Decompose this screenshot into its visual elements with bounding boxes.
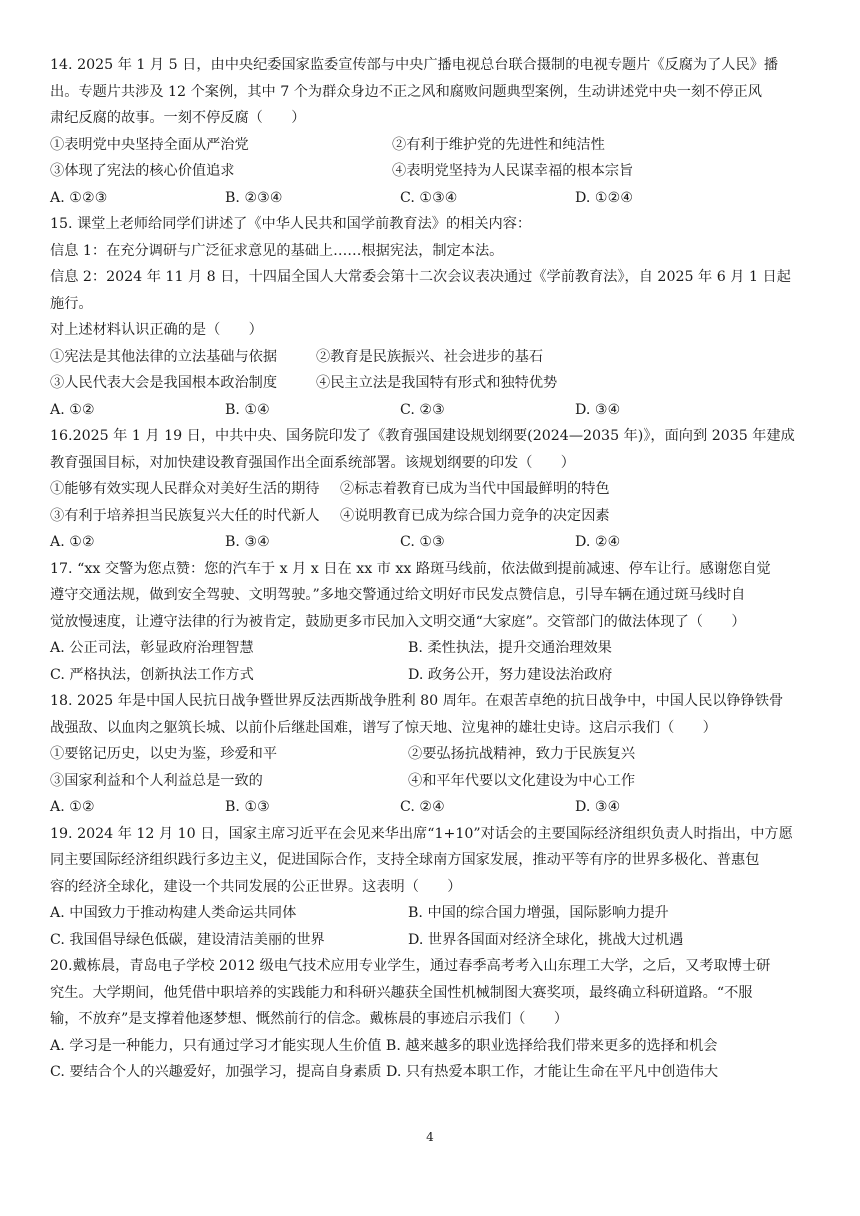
statement-item: ④说明教育已成为综合国力竞争的决定因素 xyxy=(340,507,610,524)
question-text: 出。专题片共涉及 12 个案例，其中 7 个为群众身边不正之风和腐败问题典型案例，生动讲述党中央一刻不停正风 xyxy=(50,83,762,100)
choice-c: C. ①③ xyxy=(400,534,445,550)
choice-d: D. ③④ xyxy=(575,799,621,815)
question-18 xyxy=(50,688,812,821)
choice-b: B. 中国的综合国力增强，国际影响力提升 xyxy=(408,905,669,921)
choice-d: D. ③④ xyxy=(575,401,621,418)
question-text: 究生。大学期间，他凭借中职培养的实践能力和科研兴趣获全国性机械制图大赛奖项，最终确立科研道路。“不服 xyxy=(50,984,753,1001)
question-19 xyxy=(50,821,812,954)
choice-d: D. ②④ xyxy=(575,534,621,550)
statement-item: ②有利于维护党的先进性和纯洁性 xyxy=(392,136,605,153)
choice-a: A. 公正司法，彰显政府治理智慧 xyxy=(50,640,254,656)
choice-b: B. ①③ xyxy=(225,799,270,815)
choice-row xyxy=(50,185,812,212)
exam-page xyxy=(50,52,812,1086)
choice-a: A. ①② xyxy=(50,401,95,418)
question-text: 14. 2025 年 1 月 5 日，由中央纪委国家监委宣传部与中央广播电视总台联合摄制的电视专题片《反腐为了人民》播 xyxy=(50,57,779,73)
statement-item: ③体现了宪法的核心价值追求 xyxy=(50,163,235,179)
choice-c: C. ②④ xyxy=(400,799,445,815)
statement-row xyxy=(50,158,812,185)
question-text: 战强敌、以血肉之躯筑长城、以前仆后继赴国难，谱写了惊天地、泣鬼神的雄壮史诗。这启示我们（ ） xyxy=(50,719,717,736)
question-text: 20.戴栋晨，青岛电子学校 2012 级电气技术应用专业学生，通过春季高考考入山东理工大学，之后，又考取博士研 xyxy=(50,958,771,974)
question-text: 对上述材料认识正确的是（ ） xyxy=(50,322,263,338)
question-17 xyxy=(50,556,812,689)
question-text: 容的经济全球化，建设一个共同发展的公正世界。这表明（ ） xyxy=(50,878,462,895)
choice-b: B. ③④ xyxy=(225,534,270,550)
choice-a: A. ①② xyxy=(50,799,95,815)
choice-row xyxy=(50,529,812,556)
statement-item: ④表明党坚持为人民谋幸福的根本宗旨 xyxy=(392,163,634,179)
choice-c: C. 我国倡导绿色低碳，建设清洁美丽的世界 xyxy=(50,931,325,948)
statement-item: ①表明党中央坚持全面从严治党 xyxy=(50,136,249,153)
statement-row xyxy=(50,476,812,503)
choice-row xyxy=(50,397,812,424)
question-text: 18. 2025 年是中国人民抗日战争暨世界反法西斯战争胜利 80 周年。在艰苦卓绝的抗日战争中，中国人民以铮铮铁骨 xyxy=(50,693,784,709)
choice-a: A. ①②③ xyxy=(50,189,108,206)
statement-item: ②教育是民族振兴、社会进步的基石 xyxy=(316,348,544,365)
statement-row xyxy=(50,344,812,371)
choice-line: C. 要结合个人的兴趣爱好，加强学习，提高自身素质 D. 只有热爱本职工作，才能让生命在平凡中创造伟大 xyxy=(50,1064,719,1080)
page-number: 4 xyxy=(426,1130,434,1144)
choice-a: A. 中国致力于推动构建人类命运共同体 xyxy=(50,905,297,921)
statement-item: ①宪法是其他法律的立法基础与依据 xyxy=(50,348,278,365)
statement-item: ④和平年代要以文化建设为中心工作 xyxy=(408,772,636,789)
choice-row xyxy=(50,794,812,821)
question-text: 信息 2：2024 年 11 月 8 日，十四届全国人大常委会第十二次会议表决通过《学前教育法》，自 2025 年 6 月 1 日起 xyxy=(50,269,791,285)
statement-item: ①能够有效实现人民群众对美好生活的期待 xyxy=(50,481,320,497)
question-text: 施行。 xyxy=(50,295,93,312)
question-text: 输，不放弃”是支撑着他逐梦想、慨然前行的信念。戴栋晨的事迹启示我们（ ） xyxy=(50,1011,569,1027)
statement-row xyxy=(50,768,812,795)
question-16 xyxy=(50,423,812,556)
choice-row xyxy=(50,927,812,954)
statement-row xyxy=(50,503,812,530)
statement-item: ①要铭记历史，以史为鉴，珍爱和平 xyxy=(50,746,278,762)
choice-c: C. ②③ xyxy=(400,401,445,418)
choice-b: B. ②③④ xyxy=(225,189,283,206)
choice-row xyxy=(50,662,812,689)
statement-item: ④民主立法是我国特有形式和独特优势 xyxy=(316,375,558,391)
question-14 xyxy=(50,52,812,211)
statement-item: ③有利于培养担当民族复兴大任的时代新人 xyxy=(50,507,320,524)
choice-a: A. ①② xyxy=(50,534,95,550)
statement-row xyxy=(50,370,812,397)
question-15 xyxy=(50,211,812,423)
choice-row xyxy=(50,635,812,662)
choice-c: C. 严格执法，创新执法工作方式 xyxy=(50,666,254,683)
question-text: 肃纪反腐的故事。一刻不停反腐（ ） xyxy=(50,110,306,126)
statement-item: ②标志着教育已成为当代中国最鲜明的特色 xyxy=(340,481,610,497)
choice-b: B. 柔性执法，提升交通治理效果 xyxy=(408,640,612,656)
choice-row xyxy=(50,900,812,927)
choice-b: B. ①④ xyxy=(225,401,270,418)
question-text: 15. 课堂上老师给同学们讲述了《中华人民共和国学前教育法》的相关内容： xyxy=(50,216,532,232)
statement-item: ③人民代表大会是我国根本政治制度 xyxy=(50,375,278,391)
choice-d: D. 政务公开，努力建设法治政府 xyxy=(408,666,613,683)
choice-line: A. 学习是一种能力，只有通过学习才能实现人生价值 B. 越来越多的职业选择给我们带来更多的选择和机会 xyxy=(50,1037,718,1054)
question-text: 觉放慢速度，让遵守法律的行为被肯定，鼓励更多市民加入文明交通“大家庭”。交管部门的做法体现了（ ） xyxy=(50,613,746,630)
statement-row xyxy=(50,132,812,159)
choice-c: C. ①③④ xyxy=(400,189,458,206)
question-text: 教育强国目标，对加快建设教育强国作出全面系统部署。该规划纲要的印发（ ） xyxy=(50,454,575,471)
question-text: 19. 2024 年 12 月 10 日，国家主席习近平在会见来华出席“1+10”对话会的主要国际经济组织负责人时指出，中方愿 xyxy=(50,825,793,842)
choice-d: D. 世界各国面对经济全球化，挑战大过机遇 xyxy=(408,931,684,948)
statement-item: ③国家利益和个人利益总是一致的 xyxy=(50,772,263,789)
question-20 xyxy=(50,953,812,1086)
statement-row xyxy=(50,741,812,768)
choice-d: D. ①②④ xyxy=(575,189,634,206)
question-text: 17. “xx 交警为您点赞：您的汽车于 x 月 x 日在 xx 市 xx 路斑马线前，依法做到提前减速、停车让行。感谢您自觉 xyxy=(50,560,771,577)
question-text: 遵守交通法规，做到安全驾驶、文明驾驶。”多地交警通过给文明好市民发点赞信息，引导车辆在通过斑马线时自 xyxy=(50,587,746,603)
question-text: 信息 1：在充分调研与广泛征求意见的基础上……根据宪法，制定本法。 xyxy=(50,242,504,259)
question-text: 同主要国际经济组织践行多边主义，促进国际合作，支持全球南方国家发展，推动平等有序的世界多极化、普惠包 xyxy=(50,852,760,868)
question-text: 16.2025 年 1 月 19 日，中共中央、国务院印发了《教育强国建设规划纲要(2024—2035 年)》，面向到 2035 年建成 xyxy=(50,428,795,444)
statement-item: ②要弘扬抗战精神，致力于民族复兴 xyxy=(408,746,636,762)
